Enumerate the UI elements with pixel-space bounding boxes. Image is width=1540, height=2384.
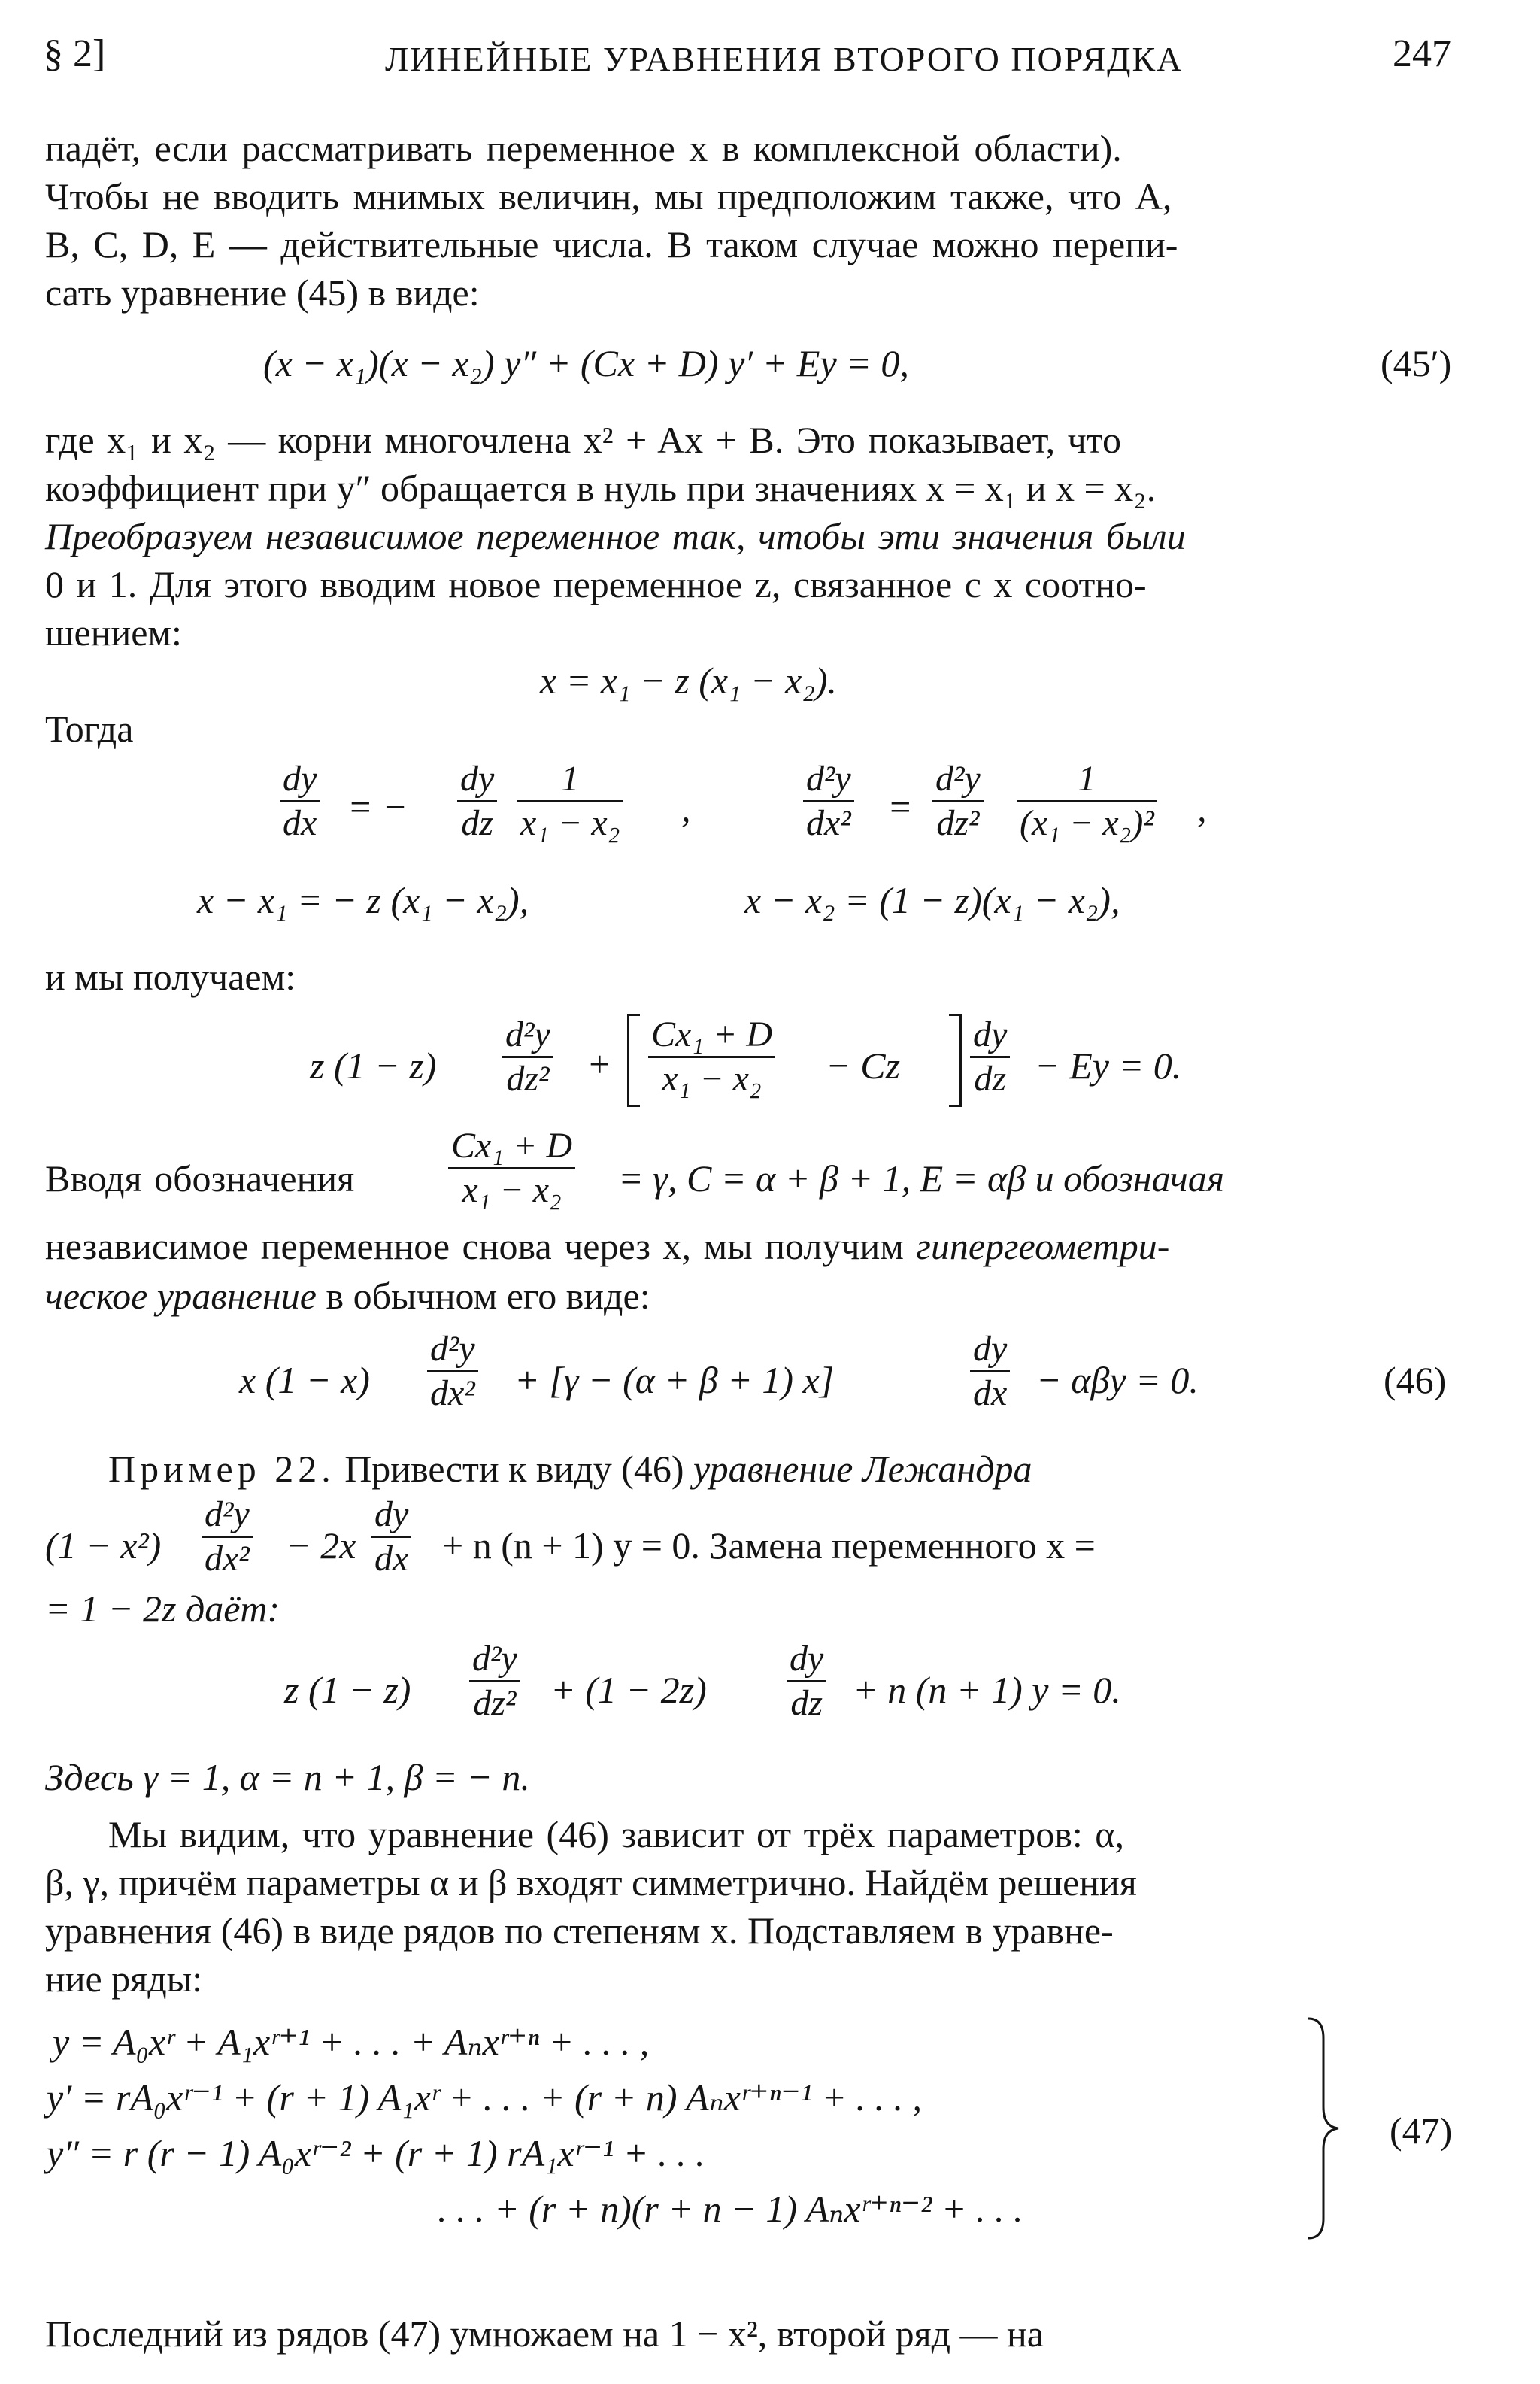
right-square-bracket [949, 1014, 962, 1107]
fraction-gamma-def: $\frac{\text{Cx₁ + D}}{\text{x₁ − x₂}}$ [448, 1128, 575, 1209]
equation-tag-45-prime: (45′) [1381, 342, 1452, 384]
para2-line1: где x₁ и x₂ — корни многочлена x² + Ax + B. Это показывает, что [45, 419, 1122, 461]
right-curly-brace [1304, 2015, 1343, 2241]
para2-line5: шением: [45, 611, 182, 654]
para2-line2: коэффициент при y″ обращается в нуль при значениях x = x₁ и x = x₂. [45, 467, 1157, 509]
intro-prefix: Вводя обозначения [45, 1157, 355, 1200]
fraction-cx1-d: $\frac{\text{Cx₁ + D}}{\text{x₁ − x₂}}$ [648, 1017, 775, 1097]
equation-tag-46: (46) [1384, 1359, 1447, 1401]
fraction-dy-dx: $\frac{dy}{dx}$ [280, 761, 320, 842]
fraction-d2y-dx2-46: $\frac{\text{d²y}}{\text{dx²}}$ [427, 1331, 478, 1412]
example-22-line1: Пример 22. Привести к виду (46) уравнение Лежандра [108, 1448, 1032, 1490]
example-heading: Пример 22. [108, 1448, 335, 1490]
substitution-equation: x = x₁ − z (x₁ − x₂). [540, 660, 837, 702]
fraction-d2y-dx2-leg: $\frac{\text{d²y}}{\text{dx²}}$ [202, 1497, 253, 1577]
intro-suffix: = γ, C = α + β + 1, E = αβ и обозначая [618, 1157, 1225, 1200]
fraction-d2y-dx2: $\frac{\text{d²y}}{\text{dx²}}$ [803, 761, 854, 842]
series-y-double-prime: y″ = r (r − 1) A₀xʳ⁻² + (r + 1) rA₁xʳ⁻¹ + . . . [47, 2132, 705, 2174]
zeq-suffix: − Ey = 0. [1035, 1045, 1182, 1087]
running-title: ЛИНЕЙНЫЕ УРАВНЕНИЯ ВТОРОГО ПОРЯДКА [385, 40, 1184, 78]
legendre-z-suffix: + n (n + 1) y = 0. [853, 1669, 1121, 1711]
zeq-plus: + [587, 1043, 612, 1085]
fraction-d2y-dz2-leg: $\frac{\text{d²y}}{\text{dz²}}$ [469, 1641, 520, 1721]
fraction-dy-dx-leg: $\frac{dy}{dx}$ [371, 1497, 411, 1577]
legendre-z-prefix: z (1 − z) [284, 1669, 411, 1711]
fraction-one-over-diff: $\frac{1}{\text{x₁ − x₂}}$ [517, 761, 623, 842]
para1-line1: падёт, если рассматривать переменное x в комплексной области). [45, 127, 1122, 169]
para1-line3: B, C, D, E — действительные числа. В таком случае можно перепи- [45, 223, 1178, 265]
fraction-d2y-dz2-b: $\frac{\text{d²y}}{\text{dz²}}$ [502, 1017, 553, 1097]
equation-45-prime: (x − x₁)(x − x₂) y″ + (Cx + D) y′ + Ey = 0, [263, 342, 909, 384]
legendre-z-middle: + (1 − 2z) [550, 1669, 707, 1711]
section-marker: § 2] [44, 32, 106, 75]
para2-line3: Преобразуем независимое переменное так, чтобы эти значения были [45, 515, 1186, 557]
para4-line1: Мы видим, что уравнение (46) зависит от трёх параметров: α, [108, 1813, 1124, 1855]
deriv-comma-1: , [681, 787, 691, 830]
text-we-get: и мы получаем: [45, 956, 296, 998]
para1-line2: Чтобы не вводить мнимых величин, мы предположим также, что A, [45, 175, 1172, 217]
eq46-prefix: x (1 − x) [239, 1359, 370, 1401]
deriv-comma-2: , [1197, 787, 1207, 830]
zeq-prefix: z (1 − z) [310, 1045, 437, 1087]
series-y: y = A₀xʳ + A₁xʳ⁺¹ + . . . + Aₙxʳ⁺ⁿ + . . . , [53, 2021, 650, 2063]
para3-line1: независимое переменное снова через x, мы получим гипергеометри- [45, 1225, 1170, 1267]
para4-line2: β, γ, причём параметры α и β входят симметрично. Найдём решения [45, 1861, 1137, 1903]
text-togda: Тогда [45, 708, 134, 750]
fraction-one-over-diff-sq: $\frac{1}{\text{(x₁ − x₂)²}}$ [1017, 761, 1157, 842]
para2-line4: 0 и 1. Для этого вводим новое переменное z, связанное с x соотно- [45, 563, 1147, 605]
eq46-suffix: − αβy = 0. [1036, 1359, 1199, 1401]
deriv-eq: = [887, 786, 913, 828]
fraction-dy-dz-leg: $\frac{dy}{dz}$ [787, 1641, 826, 1721]
equation-tag-47: (47) [1390, 2110, 1453, 2152]
para4-line4: ние ряды: [45, 1958, 203, 2000]
left-square-bracket [627, 1014, 640, 1107]
legendre-prefix: (1 − x²) [45, 1524, 162, 1567]
last-line: Последний из рядов (47) умножаем на 1 − x², второй ряд — на [45, 2313, 1044, 2355]
para3-line2: ческое уравнение в обычном его виде: [45, 1275, 650, 1317]
legendre-minus-2x: − 2x [286, 1524, 356, 1567]
para4-line3: уравнения (46) в виде рядов по степеням x. Подставляем в уравне- [45, 1909, 1114, 1952]
equation-x-minus-x1: x − x₁ = − z (x₁ − x₂), [197, 879, 529, 921]
example-line3: = 1 − 2z даёт: [45, 1588, 280, 1630]
legendre-suffix: + n (n + 1) y = 0. Замена переменного x = [442, 1524, 1096, 1567]
series-y-double-prime-cont: . . . + (r + n)(r + n − 1) Aₙxʳ⁺ⁿ⁻² + . . . [438, 2188, 1023, 2230]
parameters-line: Здесь γ = 1, α = n + 1, β = − n. [45, 1756, 530, 1798]
zeq-minus-cz: − Cz [826, 1045, 901, 1087]
fraction-d2y-dz2: $\frac{\text{d²y}}{\text{dz²}}$ [932, 761, 984, 842]
para1-line4: сать уравнение (45) в виде: [45, 271, 480, 314]
series-y-prime: y′ = rA₀xʳ⁻¹ + (r + 1) A₁xʳ + . . . + (r + n) Aₙxʳ⁺ⁿ⁻¹ + . . . , [47, 2076, 922, 2119]
fraction-dy-dz-b: $\frac{dy}{dz}$ [970, 1017, 1010, 1097]
eq46-middle: + [γ − (α + β + 1) x] [514, 1359, 835, 1401]
deriv-eq-minus: = − [347, 786, 408, 828]
fraction-dy-dz: $\frac{dy}{dz}$ [457, 761, 497, 842]
equation-x-minus-x2: x − x₂ = (1 − z)(x₁ − x₂), [744, 879, 1120, 921]
fraction-dy-dx-46: $\frac{dy}{dx}$ [970, 1331, 1010, 1412]
page-number: 247 [1393, 32, 1451, 75]
